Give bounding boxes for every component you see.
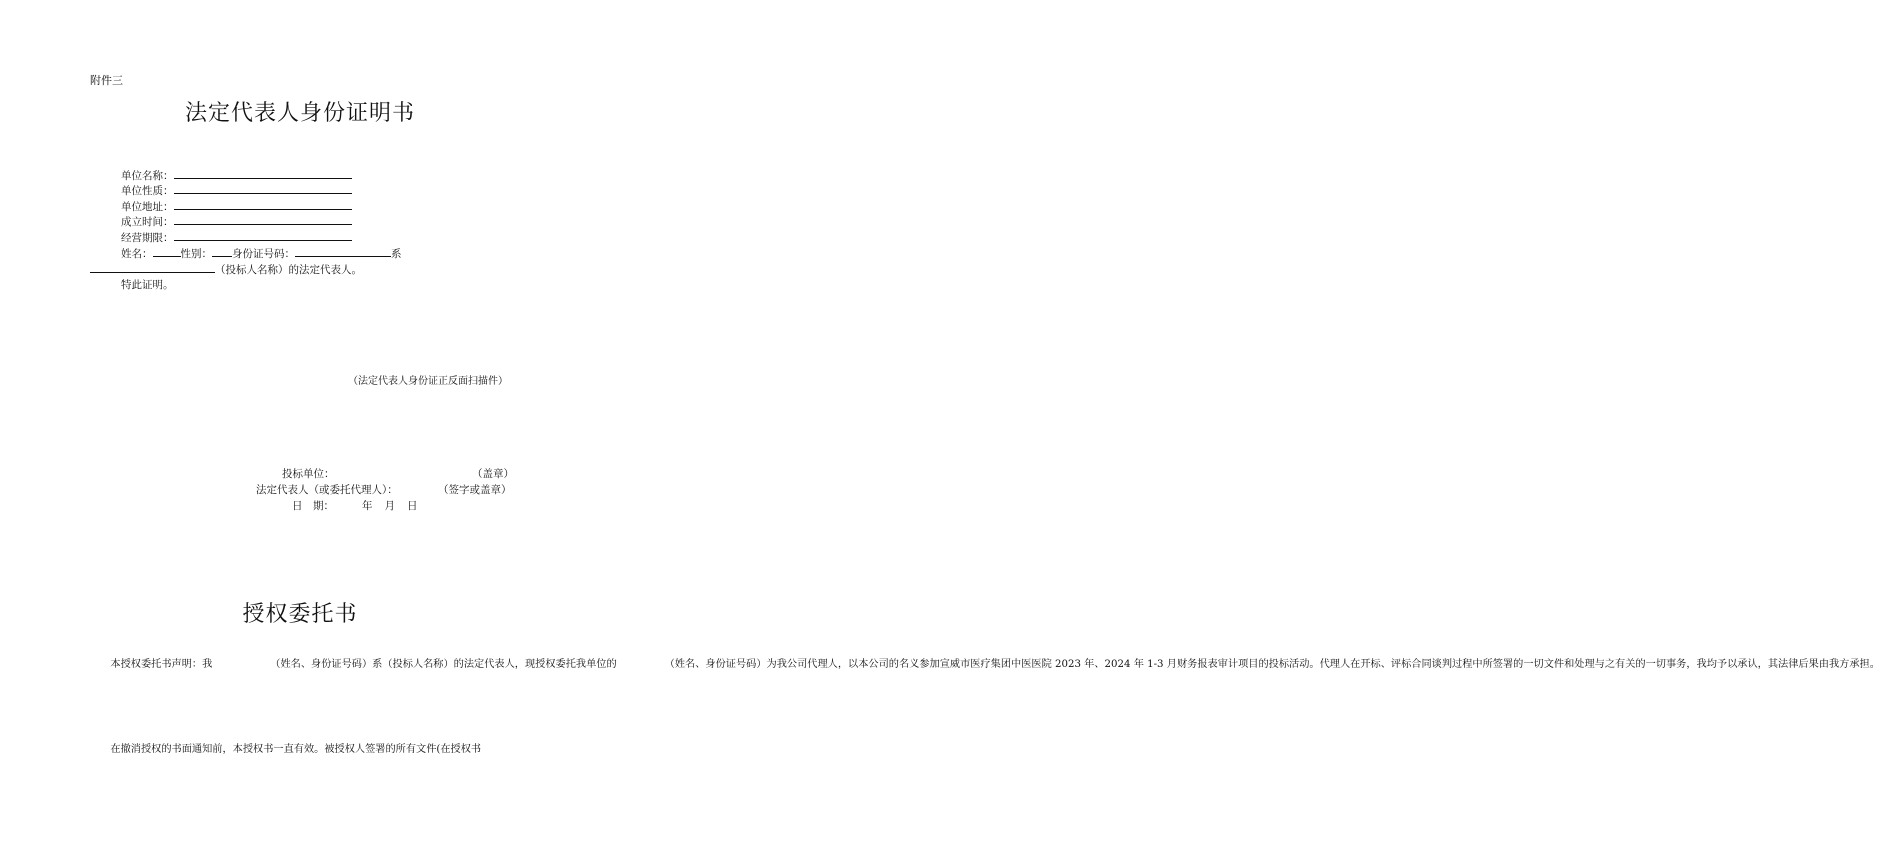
unit-address-blank[interactable] <box>174 198 352 210</box>
founded-label: 成立时间： <box>121 216 174 228</box>
name-label: 姓名： <box>121 248 153 260</box>
date-year: 年 <box>362 500 373 512</box>
auth-paragraph-2: 在撤消授权的书面通知前，本授权书一直有效。被授权人签署的所有文件(在授权书 <box>110 744 482 755</box>
bidder-name-blank[interactable] <box>90 261 215 273</box>
xi-label: 系 <box>391 248 402 260</box>
annex-label: 附件三 <box>90 74 123 87</box>
stamp-note: （盖章） <box>472 468 514 480</box>
auth-p1-b: （姓名、身份证号码）系（投标人名称）的法定代表人，现授权委托我单位的 <box>270 659 617 670</box>
auth-p1-a: 本授权委托书声明：我 <box>110 659 213 670</box>
name-blank[interactable] <box>153 245 181 257</box>
term-label: 经营期限： <box>121 232 174 244</box>
bidder-row <box>90 261 362 278</box>
gender-label: 性别： <box>180 248 212 260</box>
bidder-note: （投标人名称）的法定代表人。 <box>215 264 362 276</box>
date-label: 日 期： <box>292 500 334 512</box>
date-day: 日 <box>407 500 418 512</box>
id-label: 身份证号码： <box>232 248 295 260</box>
unit-nature-label: 单位性质： <box>121 185 174 197</box>
unit-name-blank[interactable] <box>174 167 352 179</box>
auth-title: 授权委托书 <box>242 602 358 627</box>
rep-label: 法定代表人（或委托代理人）： <box>256 484 398 496</box>
gender-blank[interactable] <box>212 245 232 257</box>
date-row <box>292 498 418 513</box>
sign-or-stamp-note: （签字或盖章） <box>438 484 512 496</box>
term-blank[interactable] <box>174 229 352 241</box>
id-blank[interactable] <box>295 245 391 257</box>
founded-blank[interactable] <box>174 213 352 225</box>
bid-unit-label: 投标单位： <box>282 468 335 480</box>
auth-paragraph-1 <box>90 656 1880 673</box>
founded-row <box>121 213 352 230</box>
certify-text: 特此证明。 <box>121 279 174 291</box>
auth-p1-c: （姓名、身份证号码）为我公司代理人，以本公司的名义参加宣威市医疗集团中医医院 2023 年、2024 年 1-3 月财务报表审计项目的投标活动。代理人在开标、评标合同谈判过程中所签署的一切文件和处理与之有关的一切事务，我均予以承认，其法律后果由我方承担。 <box>664 659 1880 670</box>
unit-address-label: 单位地址： <box>121 201 174 213</box>
unit-nature-row <box>121 182 352 199</box>
person-row <box>121 245 402 262</box>
unit-nature-blank[interactable] <box>174 182 352 194</box>
cert-title: 法定代表人身份证明书 <box>184 101 415 126</box>
term-row <box>121 229 352 246</box>
date-month: 月 <box>384 500 395 512</box>
id-scan-note: （法定代表人身份证正反面扫描件） <box>348 376 508 387</box>
unit-name-label: 单位名称： <box>121 170 174 182</box>
